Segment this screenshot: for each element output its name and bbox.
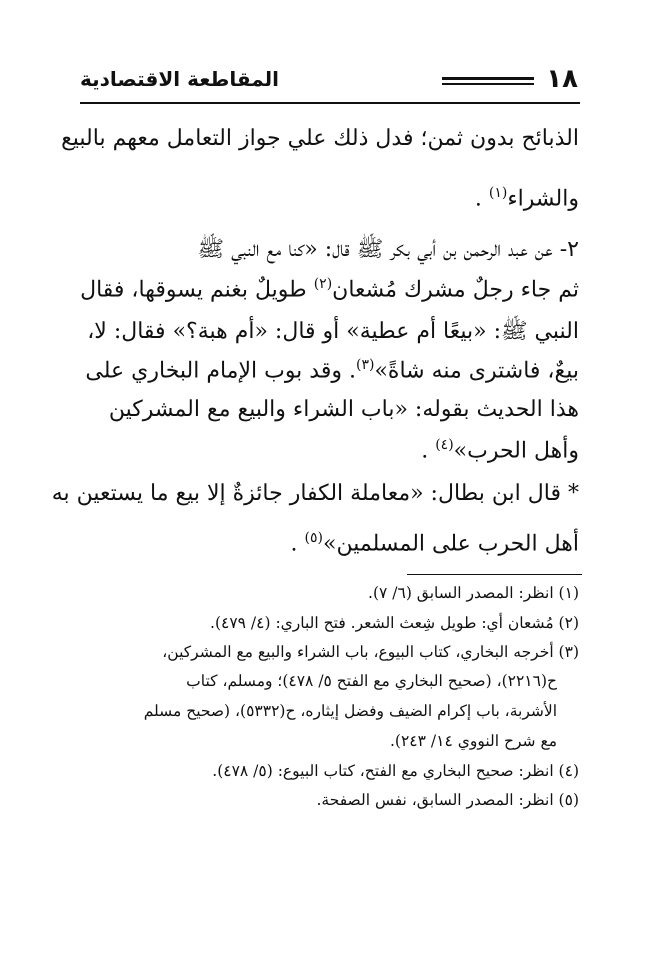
title-decorative-rule <box>442 77 534 85</box>
page-number: ١٨ <box>546 64 578 94</box>
footnote: (٣) أخرجه البخاري، كتاب البيوع، باب الشراء والبيع مع المشركين، <box>162 643 579 661</box>
body-line: بيعٌ، فاشترى منه شاةً»$^{(٣)}$. وقد بوب الإمام البخاري على <box>85 357 579 384</box>
footnote-continuation: ح(٢٢١٦)، (صحيح البخاري مع الفتح ٥/ ٤٧٨)؛ ومسلم، كتاب <box>186 672 557 690</box>
body-line: النبي ﷺ: «بيعًا أم عطية» أو قال: «أم هبة؟» فقال: لا، <box>87 319 579 344</box>
body-line: * قال ابن بطال: «معاملة الكفار جائزةٌ إلا بيع ما يستعين به <box>51 481 579 506</box>
footnote: (٢) مُشعان أي: طويل شِعث الشعر. فتح الباري: (٤/ ٤٧٩). <box>210 614 579 632</box>
book-title: المقاطعة الاقتصادية <box>80 67 280 91</box>
footnote-ref: (٤) <box>435 437 454 453</box>
header-rule <box>80 102 580 104</box>
footnote-ref: (١) <box>488 185 508 201</box>
page-header <box>80 62 578 102</box>
body-line: أهل الحرب على المسلمين»$^{(٥)}$ . <box>290 530 579 557</box>
footnote-ref: (٥) <box>304 530 324 546</box>
body-line: ٢- عن عبد الرحمن بن أبي بكر ﷺ قال: «كنا مع النبي ﷺ <box>197 237 579 262</box>
footnote: (١) انظر: المصدر السابق (٦/ ٧). <box>368 584 579 602</box>
footnote: (٥) انظر: المصدر السابق، نفس الصفحة. <box>316 791 579 809</box>
footnote-separator <box>407 574 582 575</box>
footnote: (٤) انظر: صحيح البخاري مع الفتح، كتاب البيوع: (٥/ ٤٧٨). <box>212 762 579 780</box>
footnote-continuation: الأشربة، باب إكرام الضيف وفضل إيثاره، ح(٥٣٣٢)، (صحيح مسلم <box>143 702 557 720</box>
body-line: وأهل الحرب»$^{(٤)}$ . <box>421 437 579 464</box>
footnote-ref: (٢) <box>313 276 333 292</box>
body-line: والشراء$^{(١)}$ . <box>474 185 579 212</box>
footnote-continuation: مع شرح النووي ١٤/ ٢٤٣). <box>390 732 557 750</box>
body-line: هذا الحديث بقوله: «باب الشراء والبيع مع المشركين <box>108 397 579 422</box>
body-line: ثم جاء رجلٌ مشرك مُشعان$^{(٢)}$ طويلٌ بغنم يسوقها، فقال <box>80 276 579 303</box>
body-line: الذبائح بدون ثمن؛ فدل ذلك علي جواز التعامل معهم بالبيع <box>61 126 579 151</box>
footnote-ref: (٣) <box>355 357 375 373</box>
